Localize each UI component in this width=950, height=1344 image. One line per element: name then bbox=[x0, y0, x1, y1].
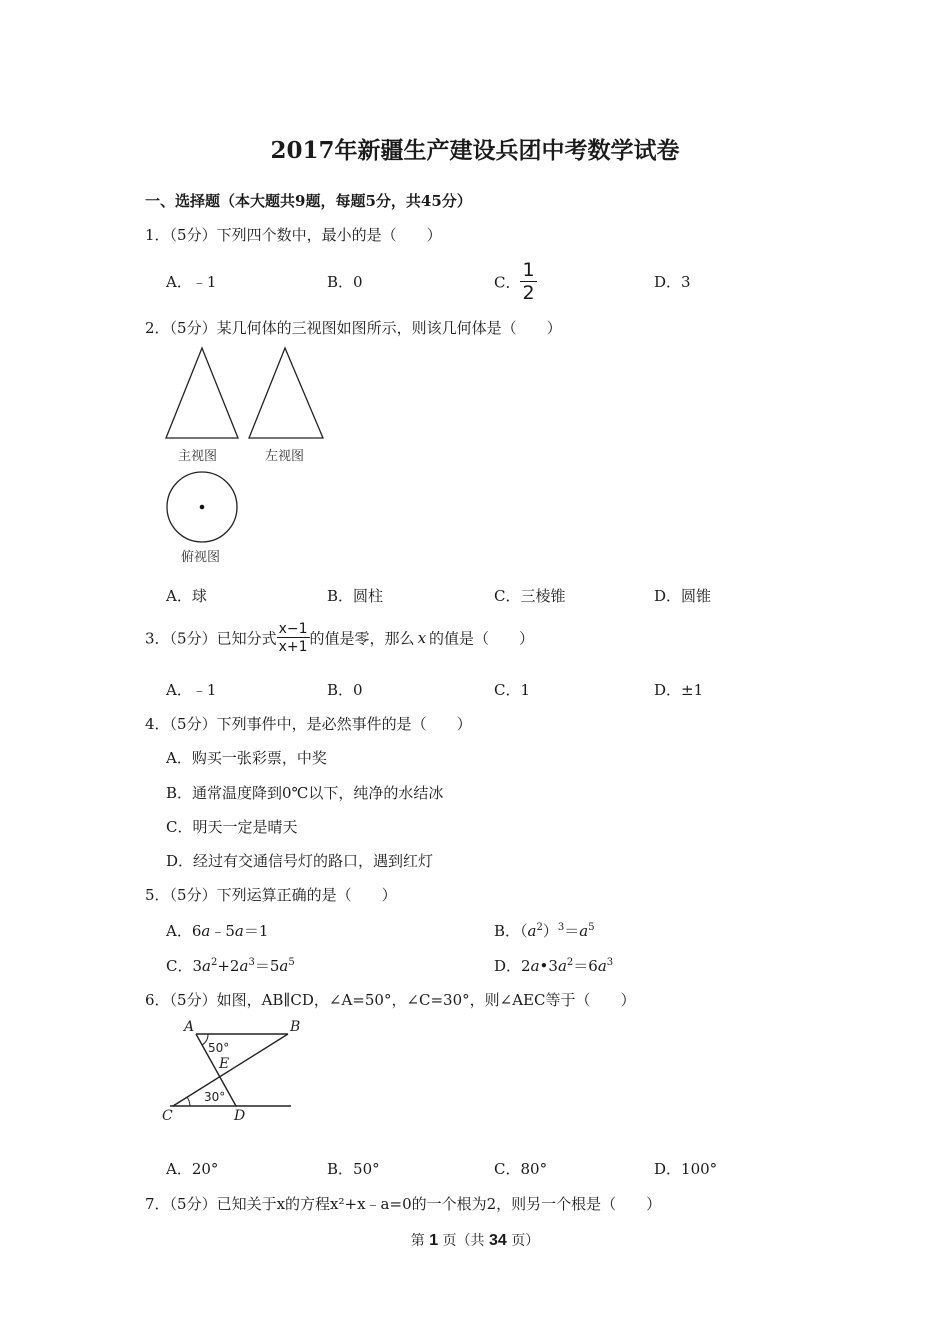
q6-option-d[interactable]: D．100° bbox=[654, 1160, 718, 1178]
front-view-triangle bbox=[166, 348, 238, 438]
q2-option-b[interactable]: B．圆柱 bbox=[327, 587, 384, 605]
q4-option-d[interactable]: D．经过有交通信号灯的路口，遇到红灯 bbox=[166, 852, 434, 870]
q2-option-d[interactable]: D．圆锥 bbox=[654, 587, 712, 605]
question-score: （5分） bbox=[169, 886, 217, 904]
q3-option-a[interactable]: A．﹣1 bbox=[166, 681, 217, 699]
question-1 bbox=[145, 224, 442, 245]
left-view-label: 左视图 bbox=[265, 449, 305, 464]
q6-option-c[interactable]: C．80° bbox=[494, 1160, 548, 1178]
q4-option-c[interactable]: C．明天一定是晴天 bbox=[166, 818, 298, 836]
q5-option-a[interactable]: A．6a﹣5a＝1 bbox=[166, 922, 269, 940]
fraction bbox=[277, 622, 310, 654]
question-stem: 下列事件中，是必然事件的是（ ） bbox=[216, 715, 472, 733]
q6-option-a[interactable]: A．20° bbox=[166, 1160, 219, 1178]
angle-c-value: 30° bbox=[204, 1090, 226, 1104]
question-number: 1． bbox=[145, 226, 170, 244]
q2-option-c[interactable]: C．三棱锥 bbox=[494, 587, 566, 605]
page-title: 2017年新疆生产建设兵团中考数学试卷 bbox=[270, 137, 680, 164]
question-number: 5． bbox=[145, 886, 170, 904]
q2-option-a[interactable]: A．球 bbox=[166, 587, 207, 605]
question-number: 2． bbox=[145, 319, 170, 337]
q1-option-b[interactable]: B．0 bbox=[327, 273, 363, 291]
question-number: 6． bbox=[145, 991, 170, 1009]
angle-c-arc bbox=[187, 1097, 190, 1106]
footer-suffix: 页） bbox=[506, 1233, 540, 1249]
question-score: （5分） bbox=[169, 991, 217, 1009]
fraction-numerator: x−1 bbox=[278, 621, 308, 637]
question-4 bbox=[145, 713, 472, 734]
section-heading: 一、选择题（本大题共9题，每题5分，共45分） bbox=[145, 192, 472, 210]
question-number: 3． bbox=[145, 629, 170, 648]
question-3 bbox=[145, 622, 534, 654]
point-a-label: A bbox=[184, 1019, 195, 1035]
q5-option-d[interactable]: D．$2a•3a^2=6a^3$ bbox=[494, 957, 614, 975]
footer-page-number: 1 bbox=[429, 1232, 439, 1249]
question-stem: 下列四个数中，最小的是（ ） bbox=[216, 226, 442, 244]
top-view-label: 俯视图 bbox=[181, 550, 221, 565]
question-score: （5分） bbox=[169, 226, 217, 244]
question-stem: 已知关于x的方程x²+x﹣a=0的一个根为2，则另一个根是（ ） bbox=[216, 1195, 662, 1213]
question-6 bbox=[145, 989, 635, 1010]
q1-option-a[interactable]: A．﹣1 bbox=[166, 273, 217, 291]
question-stem: 如图，AB∥CD，∠A=50°，∠C=30°，则∠AEC等于（ ） bbox=[216, 991, 636, 1009]
question-score: （5分） bbox=[169, 715, 217, 733]
footer-total-pages: 34 bbox=[489, 1232, 507, 1249]
option-label: C． bbox=[494, 273, 521, 292]
variable-x: x bbox=[417, 629, 427, 647]
question-score: （5分） bbox=[169, 1195, 217, 1213]
top-view-center-dot bbox=[200, 505, 205, 510]
question-number: 7． bbox=[145, 1195, 170, 1213]
fraction-denominator: 2 bbox=[522, 282, 535, 304]
footer-middle: 页（共 bbox=[438, 1233, 489, 1249]
angle-a-value: 50° bbox=[208, 1041, 230, 1055]
q1-option-c[interactable] bbox=[494, 261, 537, 303]
question-stem: 下列运算正确的是（ ） bbox=[216, 886, 397, 904]
left-view-triangle bbox=[249, 348, 323, 438]
question-2 bbox=[145, 317, 562, 338]
page-footer bbox=[0, 1230, 950, 1250]
question-score: （5分） bbox=[169, 629, 217, 648]
question-score: （5分） bbox=[169, 319, 217, 337]
footer-prefix: 第 bbox=[410, 1233, 430, 1249]
q5-option-b[interactable]: B．$(a^2)^3=a^5$ bbox=[494, 922, 595, 940]
question-7 bbox=[145, 1193, 661, 1214]
question-stem: 某几何体的三视图如图所示，则该几何体是（ ） bbox=[216, 319, 562, 337]
fraction-denominator: x+1 bbox=[278, 639, 308, 655]
q4-option-a[interactable]: A．购买一张彩票，中奖 bbox=[166, 749, 327, 767]
question-stem-part2: 的值是零，那么 bbox=[309, 629, 415, 648]
point-e-label: E bbox=[219, 1056, 230, 1072]
q4-option-b[interactable]: B．通常温度降到0℃以下，纯净的水结冰 bbox=[166, 784, 444, 802]
q1-option-d[interactable]: D．3 bbox=[654, 273, 691, 291]
parallel-lines-figure bbox=[158, 1012, 308, 1127]
q5-option-c[interactable]: C．$3a^2+2a^3=5a^5$ bbox=[166, 957, 295, 975]
question-stem-part1: 已知分式 bbox=[216, 629, 277, 648]
front-view-label: 主视图 bbox=[178, 449, 218, 464]
q3-option-b[interactable]: B．0 bbox=[327, 681, 363, 699]
q3-option-c[interactable]: C．1 bbox=[494, 681, 531, 699]
q6-option-b[interactable]: B．50° bbox=[327, 1160, 380, 1178]
question-5 bbox=[145, 884, 397, 905]
question-stem-part3: 的值是（ ） bbox=[429, 629, 535, 648]
point-d-label: D bbox=[234, 1108, 246, 1124]
point-c-label: C bbox=[162, 1108, 173, 1124]
q3-option-d[interactable]: D．±1 bbox=[654, 681, 704, 699]
fraction-numerator: 1 bbox=[522, 259, 535, 281]
point-b-label: B bbox=[290, 1019, 301, 1035]
question-number: 4． bbox=[145, 715, 170, 733]
fraction bbox=[520, 261, 536, 303]
